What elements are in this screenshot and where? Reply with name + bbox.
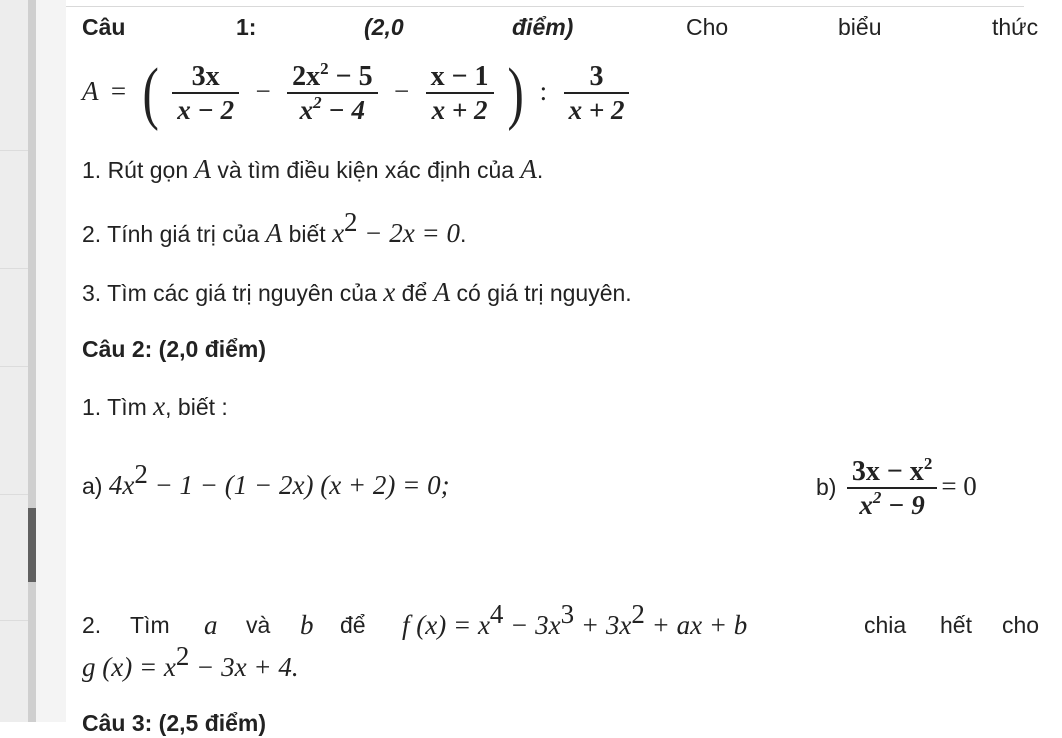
q1-thuc: thức xyxy=(992,14,1039,40)
q1-item-2 xyxy=(82,207,467,249)
g-part: − 3x + 4. xyxy=(189,652,299,682)
gutter-divider xyxy=(0,494,28,495)
fraction-3 xyxy=(426,62,494,126)
word: hết xyxy=(940,612,972,638)
q1-diem: điểm) xyxy=(512,14,574,40)
g-part: g (x) = x xyxy=(82,652,176,682)
fb-num: 3x − x xyxy=(851,455,924,487)
item-text: 1. Rút gọn xyxy=(82,157,195,183)
var-b: b xyxy=(300,610,314,640)
fraction-1 xyxy=(172,62,239,126)
part-label: a) xyxy=(82,473,109,499)
q1-bieu: biểu xyxy=(838,14,882,40)
word: 2. xyxy=(82,612,102,638)
divide-sign: : xyxy=(539,76,548,106)
item-text: để xyxy=(395,280,434,306)
item-text: biết xyxy=(282,221,333,247)
fraction-2-den xyxy=(287,92,377,126)
gutter-divider xyxy=(0,150,28,151)
fraction-b-den xyxy=(847,487,937,521)
q2-heading: Câu 2: (2,0 điểm) xyxy=(82,336,267,362)
q1-item-1 xyxy=(82,154,543,185)
formula-lparen: ( xyxy=(142,54,159,132)
fraction-2 xyxy=(287,58,377,126)
gutter-divider xyxy=(0,366,28,367)
q2-part-a xyxy=(82,459,450,501)
fraction-1-num: 3x xyxy=(191,60,220,92)
word: chia xyxy=(864,612,907,638)
q1-heading xyxy=(82,14,1062,44)
item-var: x xyxy=(153,391,166,421)
fraction-2-num xyxy=(287,58,377,92)
f-exp: 4 xyxy=(489,599,504,629)
q1-num: 1: xyxy=(236,14,257,40)
item-var: A xyxy=(520,154,537,184)
frame-border xyxy=(28,0,36,722)
part-exp: 2 xyxy=(134,459,148,489)
part-label: b) xyxy=(816,474,843,500)
q1-cau: Câu xyxy=(82,14,126,40)
fraction-b-num xyxy=(847,453,937,487)
item-expr: − 2x = 0 xyxy=(357,218,460,248)
f-expression xyxy=(402,599,748,640)
word: Tìm xyxy=(130,612,170,638)
fraction-4-den: x + 2 xyxy=(564,92,630,126)
item-text: 1. Tìm xyxy=(82,394,154,420)
f2-num-base: 2x xyxy=(292,60,321,92)
f2-num-exp: 2 xyxy=(320,58,329,78)
word: cho xyxy=(1002,612,1040,638)
frame-shadow xyxy=(36,0,66,722)
item-text: . xyxy=(536,157,544,183)
item-text: . xyxy=(459,221,467,247)
formula-lhs: A xyxy=(82,76,99,106)
fraction-3-num: x − 1 xyxy=(430,60,489,92)
part-expr: − 1 − (1 − 2x) (x + 2) = 0; xyxy=(147,470,450,500)
fraction-4 xyxy=(564,62,630,126)
f-part: + 3x xyxy=(574,610,632,640)
f2-num-rest: − 5 xyxy=(335,60,373,92)
formula-rparen: ) xyxy=(507,54,524,132)
word: và xyxy=(246,612,271,638)
q2-item-1 xyxy=(82,391,228,422)
item-text: và tìm điều kiện xác định của xyxy=(211,157,521,183)
f2-den-exp: 2 xyxy=(313,92,322,112)
item-exp: 2 xyxy=(344,207,358,237)
fraction-1-den: x − 2 xyxy=(172,92,239,126)
item-var: A xyxy=(265,218,283,248)
top-border xyxy=(66,6,1024,7)
f-exp: 2 xyxy=(631,599,645,629)
scroll-handle[interactable] xyxy=(28,508,36,582)
part-rhs: = 0 xyxy=(941,471,977,501)
left-gutter xyxy=(0,0,28,722)
g-exp: 2 xyxy=(175,641,190,671)
gutter-divider xyxy=(0,268,28,269)
q2-part-b xyxy=(816,446,977,527)
fb-den-rest: − 9 xyxy=(881,489,925,520)
fb-den-exp: 2 xyxy=(872,487,882,507)
item-text: 2. Tính giá trị của xyxy=(82,221,266,247)
q1-item-3 xyxy=(82,277,632,308)
fb-num-exp: 2 xyxy=(923,453,933,473)
formula-eq: = xyxy=(110,76,127,106)
q3-heading: Câu 3: (2,5 điểm) xyxy=(82,710,267,736)
var-a: a xyxy=(204,610,218,640)
item-var: A xyxy=(433,277,451,307)
f-part: f (x) = x xyxy=(402,610,490,640)
f2-den-rest: − 4 xyxy=(328,94,366,125)
minus-sign: − xyxy=(255,76,271,106)
item-var: x xyxy=(383,277,396,307)
item-text: có giá trị nguyên. xyxy=(450,280,632,306)
q1-points: (2,0 xyxy=(364,14,404,40)
f-part: − 3x xyxy=(503,610,561,640)
part-expr: 4x xyxy=(108,470,135,500)
minus-sign: − xyxy=(393,76,410,106)
f-exp: 3 xyxy=(560,599,575,629)
g-expression xyxy=(82,641,299,682)
item-text: , biết : xyxy=(165,394,228,420)
f-part: + ax + b xyxy=(644,610,748,640)
gutter-divider xyxy=(0,620,28,621)
word: để xyxy=(340,612,366,638)
q2-item-2 xyxy=(82,599,1062,642)
q1-formula xyxy=(82,54,633,132)
item-expr: x xyxy=(332,218,345,248)
fb-den: x xyxy=(859,489,873,520)
fraction-4-num: 3 xyxy=(589,60,604,92)
fraction-b xyxy=(847,453,937,521)
fraction-3-den: x + 2 xyxy=(426,92,494,126)
f2-den-base: x xyxy=(299,94,314,125)
item-var: A xyxy=(194,154,212,184)
q1-cho: Cho xyxy=(686,14,729,40)
item-text: 3. Tìm các giá trị nguyên của xyxy=(82,280,384,306)
